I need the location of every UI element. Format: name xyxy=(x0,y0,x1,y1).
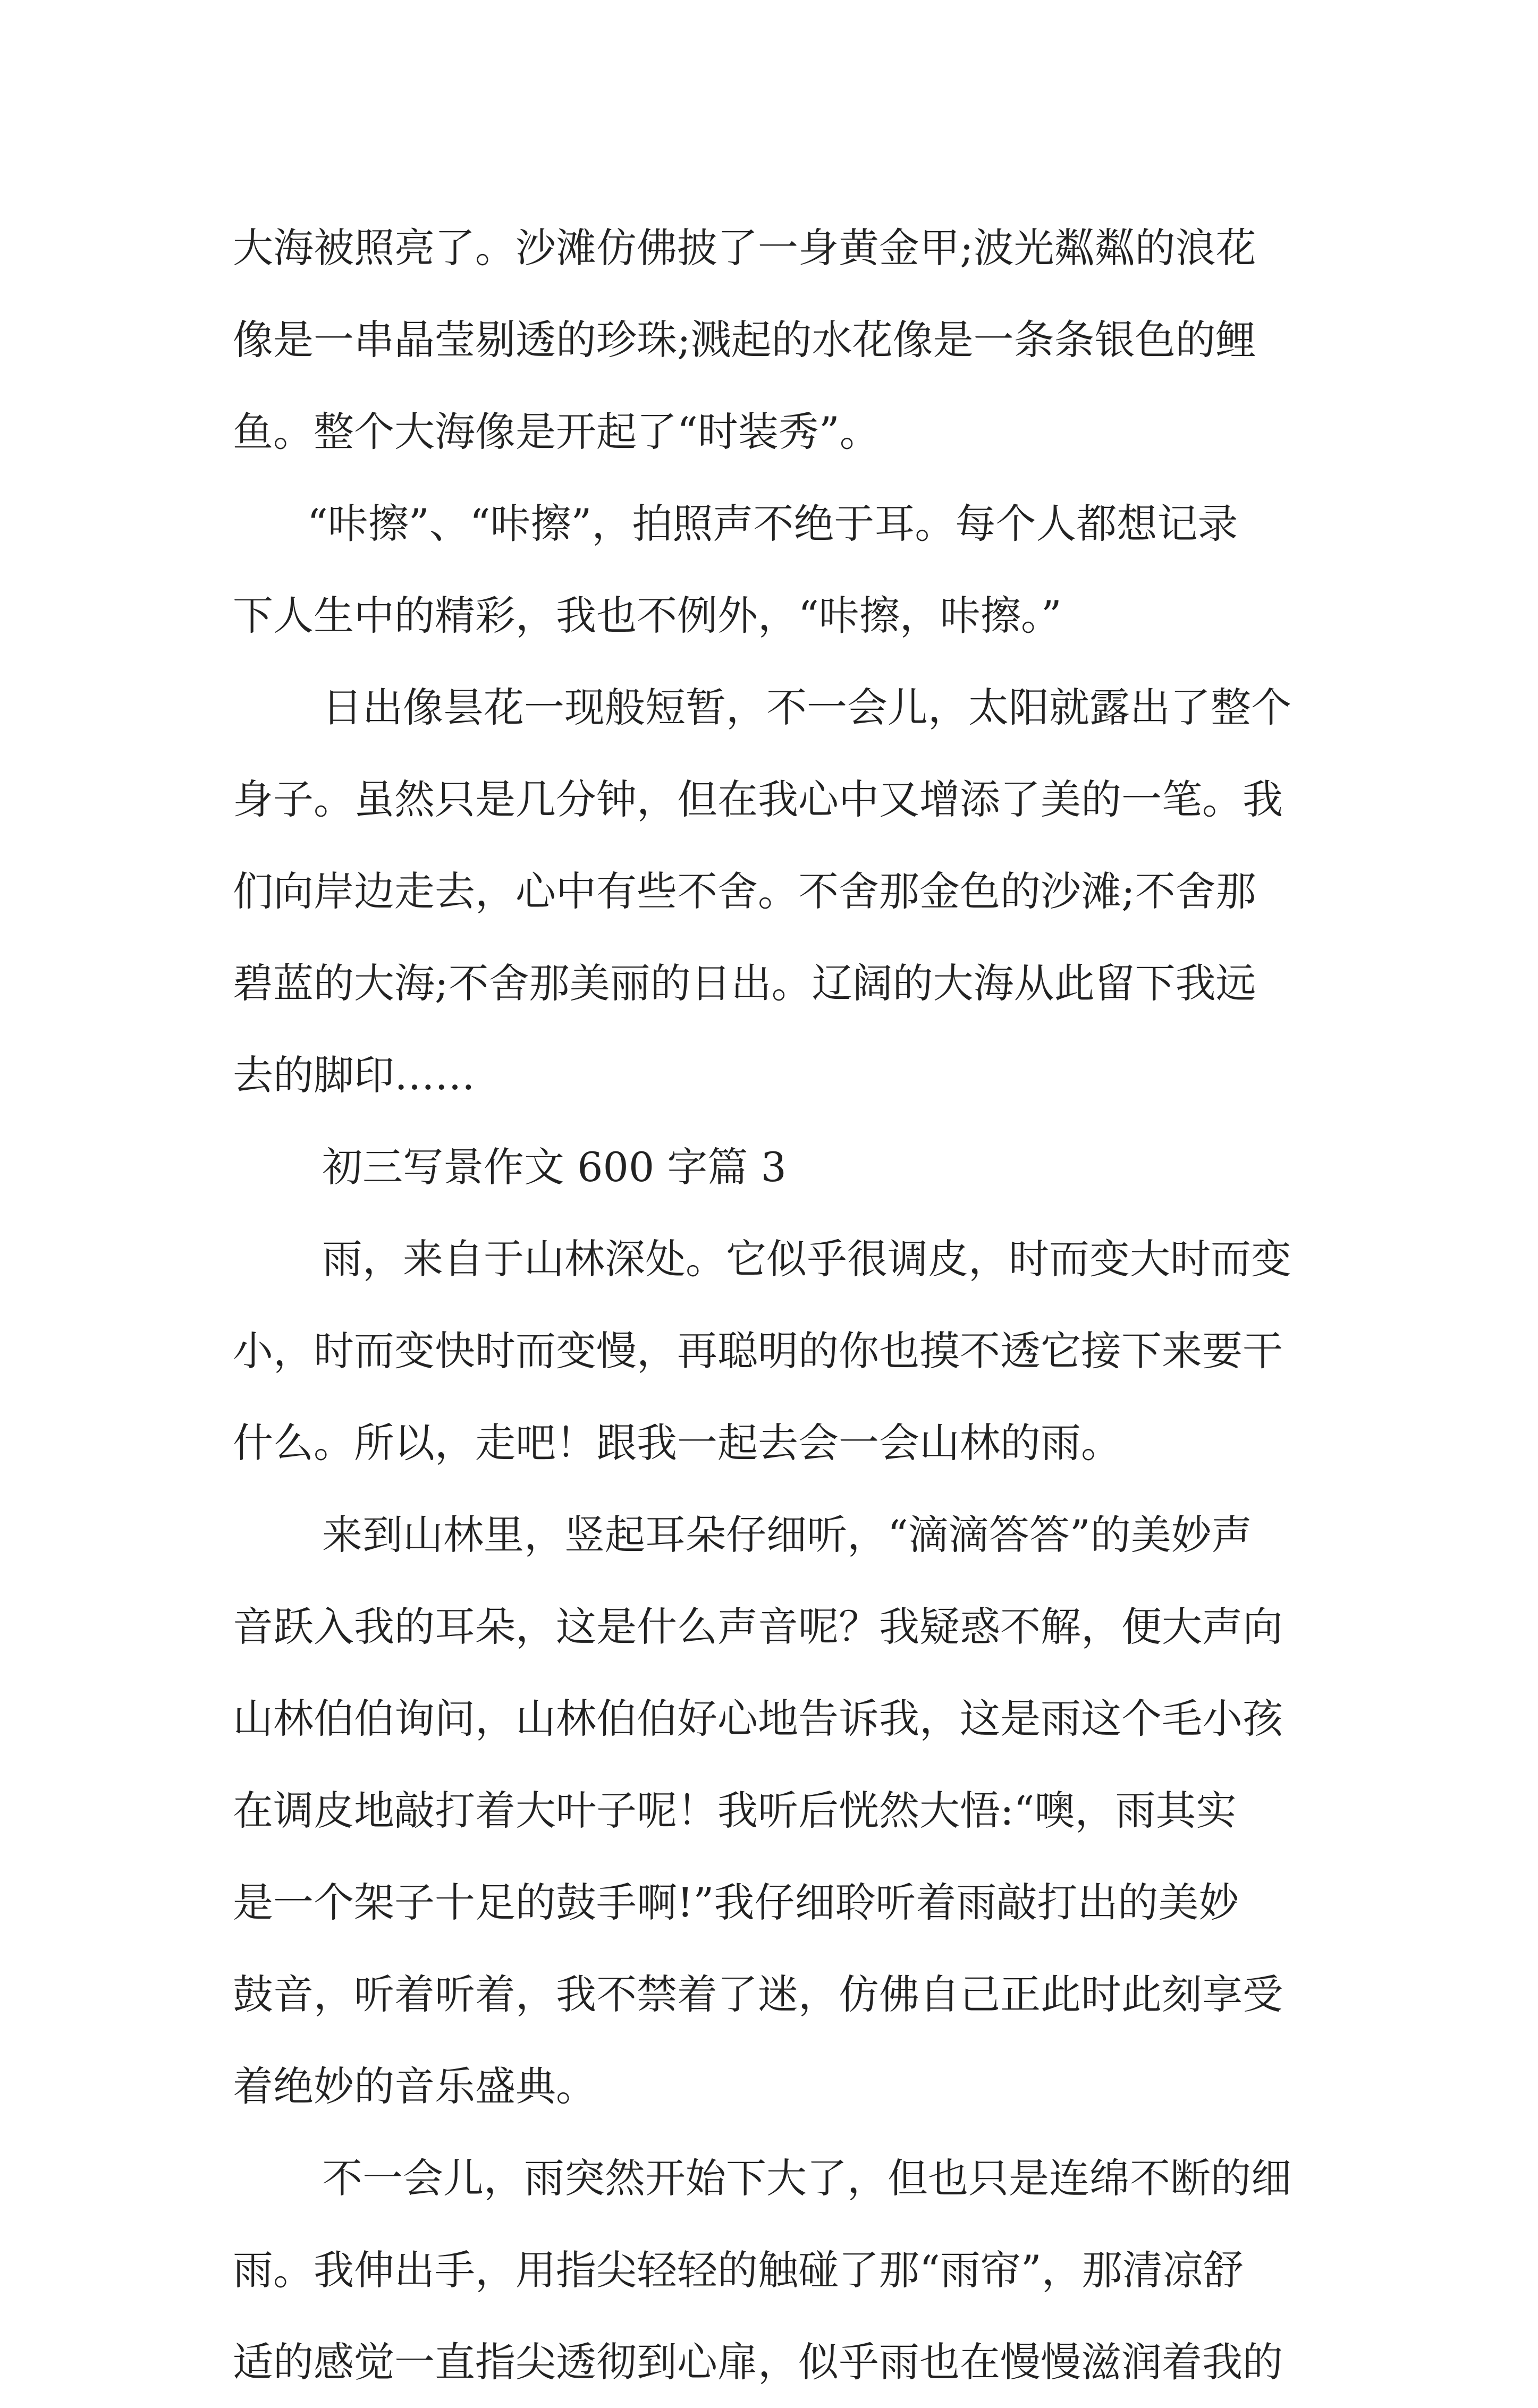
text-line: 山林伯伯询问，山林伯伯好心地告诉我，这是雨这个毛小孩 xyxy=(233,1695,1283,1742)
text-line: 雨，来自于山林深处。它似乎很调皮，时而变大时而变 xyxy=(322,1235,1291,1283)
paragraph xyxy=(233,1213,1317,1489)
text-line: 来到山林里，竖起耳朵仔细听，“滴滴答答”的美妙声 xyxy=(322,1511,1252,1558)
text-line: 着绝妙的音乐盛典。 xyxy=(233,2063,596,2110)
text-line: 大海被照亮了。沙滩仿佛披了一身黄金甲;波光粼粼的浪花 xyxy=(233,224,1256,272)
section-heading xyxy=(233,1121,1317,1213)
paragraph xyxy=(233,478,1317,662)
text-line: 碧蓝的大海;不舍那美丽的日出。辽阔的大海从此留下我远 xyxy=(233,960,1256,1007)
text-line: “咔擦”、“咔擦”，拍照声不绝于耳。每个人都想记录 xyxy=(307,500,1238,547)
text-line: 雨。我伸出手，用指尖轻轻的触碰了那“雨帘”，那清凉舒 xyxy=(233,2246,1244,2294)
text-line: 适的感觉一直指尖透彻到心扉，似乎雨也在慢慢滋润着我的 xyxy=(233,2338,1283,2386)
text-line: 在调皮地敲打着大叶子呢！我听后恍然大悟:“噢，雨其实 xyxy=(233,1787,1237,1834)
text-line: 不一会儿，雨突然开始下大了，但也只是连绵不断的细 xyxy=(322,2155,1291,2202)
text-line: 是一个架子十足的鼓手啊!”我仔细聆听着雨敲打出的美妙 xyxy=(233,1879,1239,1926)
text-line: 像是一串晶莹剔透的珍珠;溅起的水花像是一条条银色的鲤 xyxy=(233,316,1256,363)
text-line: 身子。虽然只是几分钟，但在我心中又增添了美的一笔。我 xyxy=(233,776,1283,823)
text-line: 小，时而变快时而变慢，再聪明的你也摸不透它接下来要干 xyxy=(233,1327,1283,1375)
text-line: 下人生中的精彩，我也不例外，“咔擦，咔擦。” xyxy=(233,592,1062,639)
text-line: 鱼。整个大海像是开起了“时装秀”。 xyxy=(233,408,880,455)
text-line: 们向岸边走去，心中有些不舍。不舍那金色的沙滩;不舍那 xyxy=(233,868,1256,915)
text-line: 什么。所以，走吧！跟我一起去会一会山林的雨。 xyxy=(233,1419,1121,1466)
text-line: 去的脚印…… xyxy=(233,1052,475,1099)
paragraph xyxy=(233,662,1317,1121)
text-line: 日出像昙花一现般短暂，不一会儿，太阳就露出了整个 xyxy=(322,684,1291,731)
text-line: 音跃入我的耳朵，这是什么声音呢？我疑惑不解，便大声向 xyxy=(233,1603,1283,1650)
text-line: 鼓音，听着听着，我不禁着了迷，仿佛自己正此时此刻享受 xyxy=(233,1971,1283,2018)
section-title: 初三写景作文 600 字篇 3 xyxy=(322,1143,787,1191)
paragraph xyxy=(233,2132,1317,2408)
paragraph xyxy=(233,202,1317,478)
paragraph xyxy=(233,1489,1317,2132)
document-body xyxy=(233,202,1317,2408)
